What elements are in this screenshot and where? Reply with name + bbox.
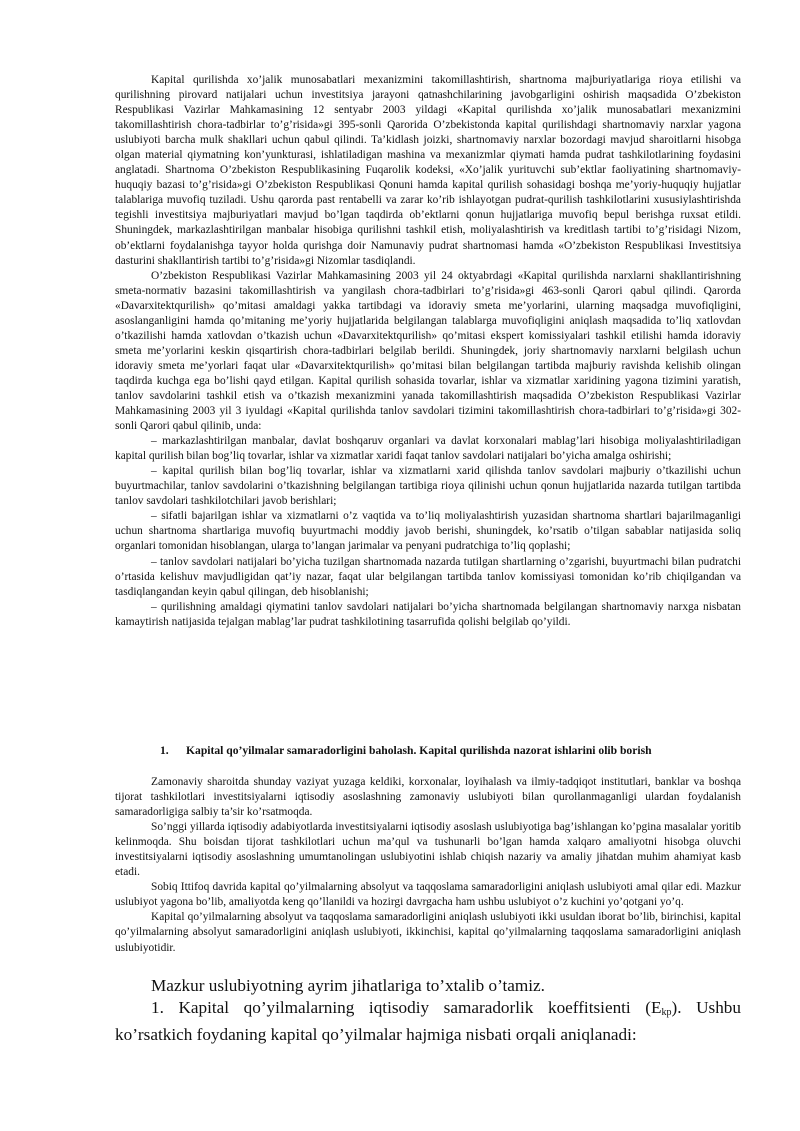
list-item-1: – markazlashtirilgan manbalar, davlat boshqaruv organlari va davlat korxonalari mablag’lari hisobiga moliyalashtiriladigan kapital qurilish bilan bog’liq tovarlar, ishlar va xizmatlar xaridi faqat tanlov savdolari natijalari bo’yicha amalga oshirishi; <box>115 435 741 463</box>
large-paragraph-1: Mazkur uslubiyotning ayrim jihatlariga to’xtalib o’tamiz. <box>151 976 545 995</box>
section-number: 1. <box>160 744 169 757</box>
formula-subscript: kp <box>661 1007 672 1018</box>
section-paragraph-3: Sobiq Ittifoq davrida kapital qo’yilmalarning absolyut va taqqoslama samaradorligini aniqlash uslubiyoti amal qilar edi. Mazkur uslubiyot yagona bo’lib, amaliyotda keng qo’llanildi va hozirgi davrgacha ham ushbu uslubiyot o’z kuchini yo’qotgani yo’q. <box>115 881 741 909</box>
paragraph-1: Kapital qurilishda xo’jalik munosabatlari mexanizmini takomillashtirish, shartnoma majburiyatlariga rioya etilishi va qurilishning pirovard natijalari uchun investitsiya jarayoni qatnashchilarining javobgarligini oshirish maqsadida O’zbekiston Respublikasi Vazirlar Mahkamasining 12 sentyabr 2003 yildagi «Kapital qurilishda xo’jalik munosabatlari mexanizmini takomillashtirish chora-tadbirlar to’g’risida»gi 395-sonli Qarorida O’zbekistonda kapital qurilishdagi shartnomaviy narxlar yagona uslubiyoti barcha mulk shakllari uchun qabul qilindi. Ta’kidlash joizki, shartnomaviy narxlar bozordagi mavjud sharoitlarni hisobga olgan material qiymatning kon’yunkturasi, ishlatiladigan mashina va mexanizmlar qiymati hamda pudrat tashkilotlarining foydasini anglatadi. Shartnoma O’zbekiston Respublikasining Fuqarolik kodeksi, «Xo’jalik yurituvchi sub’ektlar faoliyatining shartnomaviy-huquqiy bazasi to’g’risida»gi O’zbekiston Respublikasi Qonuni hamda kapital qurilish sohasidagi boshqa me’yoriy-huquqiy hujjatlar talablariga muvofiq tuziladi. Ushu qarorda past rentabelli va zarar ko’rib ishlayotgan pudrat-qurilish tashkilotlarini xususiylashtirishda tegishli investitsiya majburiyatlari mavjud bo’lgan taqdirda ob’ektlarni qonun hujjatlariga muvofiq bepul berishga ruxsat etildi. Shuningdek, markazlashtirilgan manbalar hisobiga qurilishni tashkil etish, moliyalashtirish va kreditlash tartibi to’g’risidagi Nizom, ob’ektlarni foydalanishga tayyor holda qurishga doir Namunaviy pudrat shartnomasi hamda «O’zbekiston Respublikasi Investitsiya dasturini shakllantirish tartibi to’g’risida»gi Nizomlar tasdiqlandi. <box>115 74 741 267</box>
section-heading <box>160 743 760 758</box>
section-title: Kapital qo’yilmalar samaradorligini baholash. Kapital qurilishda nazorat ishlarini olib borish <box>186 744 652 757</box>
section-body <box>115 775 741 956</box>
section-paragraph-2: So’nggi yillarda iqtisodiy adabiyotlarda investitsiyalarni iqtisodiy asoslash uslubiyotiga bag’ishlangan ko’pgina masalalar yoritib kelinmoqda. Shu boisdan tijorat tashkilotlari uchun ma’qul va tushunarli bo’lgan hamda xalqaro amaliyotni hisobga oluvchi investitsiyalarni iqtisodiy asoslashning umumtanolingan uslubiyotini ishlab chiqish nazariy va amaliy jihatdan muhim ahamiyat kasb etadi. <box>115 821 741 879</box>
section-paragraph-4: Kapital qo’yilmalarning absolyut va taqqoslama samaradorligini aniqlash uslubiyoti ikki usuldan iborat bo’lib, birinchisi, kapital qo’yilmalarning absolyut samaradorligini aniqlash uslubiyoti, ikkinchisi, kapital qo’yilmalarning taqqoslama samaradorligini aniqlash uslubiyotidir. <box>115 911 741 954</box>
formula-outro: ). Ushbu ko’rsatkich foydaning kapital qo’yilmalar hajmiga nisbati orqali aniqlanadi: <box>115 998 741 1044</box>
formula-intro: 1. Kapital qo’yilmalarning iqtisodiy samaradorlik koeffitsienti (E <box>151 998 662 1017</box>
large-paragraph-2 <box>115 997 741 1046</box>
large-text-block <box>115 975 741 1046</box>
body-text <box>115 73 741 630</box>
list-item-2: – kapital qurilish bilan bog’liq tovarlar, ishlar va xizmatlarni xarid qilishda tanlov savdolari majburiy o’tkazilishi uchun buyurtmachilar, tanlov savdolarini o’tkazishning belgilangan tartibiga rioya qilinishi uchun qonun hujjatlarida nazarda tutilgan tartibda tanlov savdolari tashkilotchilari javob berishlari; <box>115 465 741 508</box>
section-paragraph-1: Zamonaviy sharoitda shunday vaziyat yuzaga keldiki, korxonalar, loyihalash va ilmiy-tadqiqot institutlari, banklar va boshqa tijorat tashkilotlari investitsiyalarni iqtisodiy asoslashning zamonaviy uslubiyoti bilan qurollanmaganligi ulardan foydalanish samaradorligiga salbiy ta’sir ko’rsatmoqda. <box>115 776 741 819</box>
list-item-3: – sifatli bajarilgan ishlar va xizmatlarni o’z vaqtida va to’liq moliyalashtirish yuzasidan shartnoma shartlari bajarilmaganligi uchun shartnoma shartlariga muvofiq buyurtmachi moddiy javob berishi, shuningdek, ko’rsatib o’tilgan sabablar natijasida soliq organlari tomonidan hisoblangan, ularga to’langan jarimalar va penyani pudratchiga to’liq qoplashi; <box>115 510 741 553</box>
list-item-4: – tanlov savdolari natijalari bo’yicha tuzilgan shartnomada nazarda tutilgan shartlarning o’zgarishi, buyurtmachi bilan pudratchi o’rtasida kelishuv mavjudligidan qat’iy nazar, faqat ular belgilangan tartibda tanlov komissiyasi tomonidan ko’rib chiqilgandan va tasdiqlangandan keyin qabul qilingan, deb hisoblanishi; <box>115 555 741 598</box>
paragraph-2: O’zbekiston Respublikasi Vazirlar Mahkamasining 2003 yil 24 oktyabrdagi «Kapital qurilishda narxlarni shakllantirishning smeta-normativ bazasini takomillashtirish va yangilash chora-tadbirlari to’g’risida»gi 463-sonli Qarori qabul qilindi. Qarorda «Davarxitektqurilish» qo’mitasi amaldagi yakka tartibdagi va idoraviy smeta me’yorlarini, ularning maqsadga muvofiqligini, asoslanganligini hamda qo’mitaning me’yoriy hujjatlarida belgilangan talablarga muvofiqligini aniqlash maqsadida to’liq xatlovdan o’tkazilishi hamda xatlovdan o’tkazish uchun «Davarxitektqurilish» qo’mitasi ekspert komissiyalari tashkil etilishi hamda idoraviy smeta me’yorlarini keskin qisqartirish chora-tadbirlari belgilab berildi. Shuningdek, joriy shartnomaviy narxlarni belgilash uchun idoraviy smeta me’yorlari faqat ular «Davarxitektqurilish» qo’mitasi bilan belgilangan tartibda majburiy ravishda kelishib olingan taqdirda kuchga ega bo’lishi qayd etilgan. Kapital qurilish sohasida tovarlar, ishlar va xizmatlar xaridining yagona tizimini yaratish, tanlov savdolarini tashkil etish va o’tkazish mexanizmini yanada takomillashtirish maqsadida O’zbekiston Respublikasi Vazirlar Mahkamasining 2003 yil 3 iyuldagi «Kapital qurilishda tanlov savdolari tizimini takomillashtirish chora-tadbirlari to’g’risida»gi 302-sonli Qarori qabul qilinib, unda: <box>115 269 741 433</box>
list-item-5: – qurilishning amaldagi qiymatini tanlov savdolari natijalari bo’yicha shartnomada belgilangan shartnomaviy narxga nisbatan kamaytirish natijasida tejalgan mablag’lar pudrat tashkilotining tasarrufida qolishi belgilab qo’yildi. <box>115 600 741 628</box>
